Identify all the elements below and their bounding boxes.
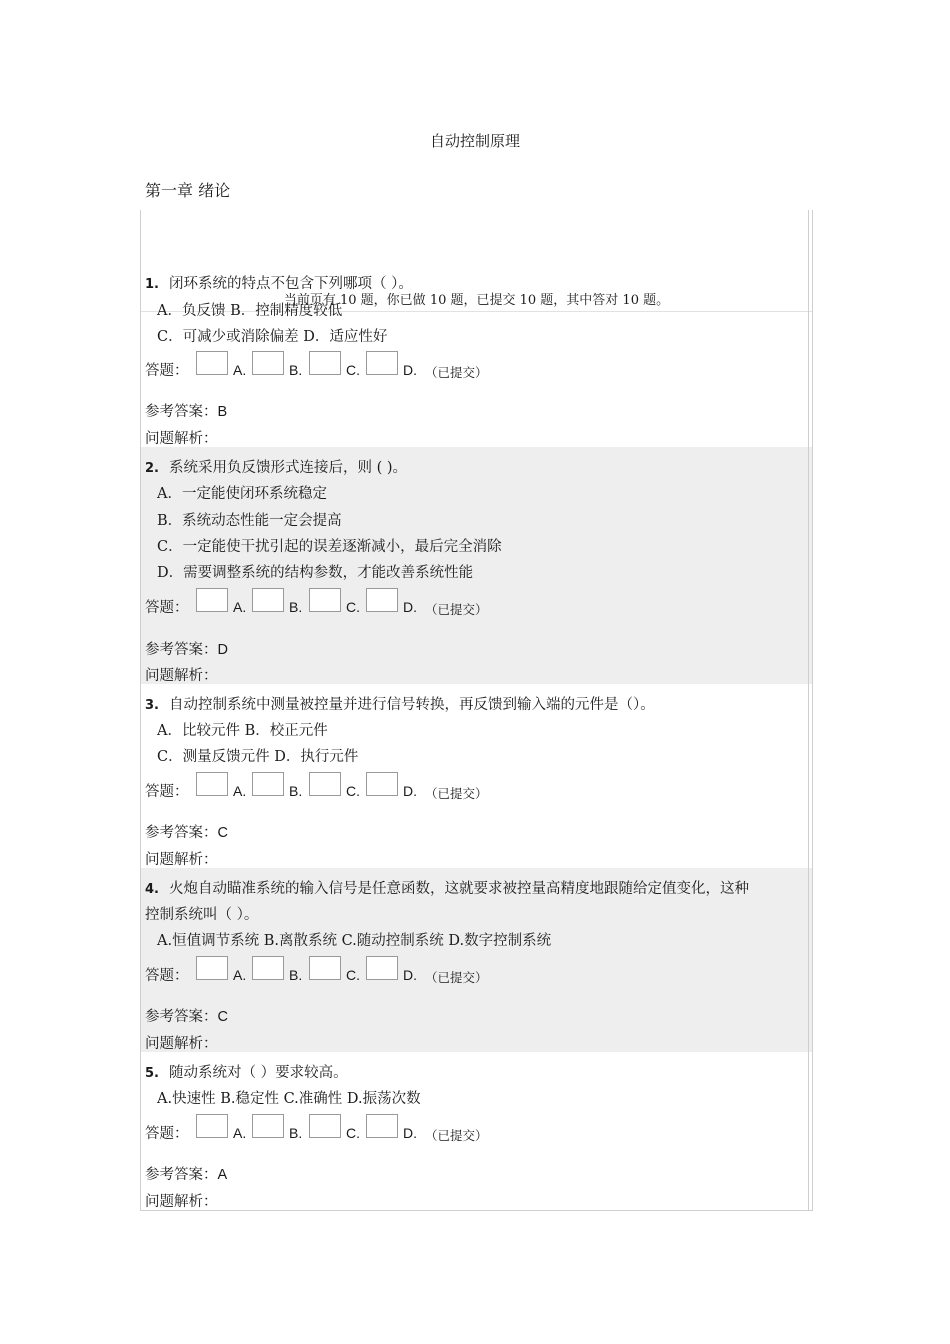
choice-letter-a: A. xyxy=(233,783,247,799)
choice-letter-d: D. xyxy=(403,362,417,378)
choice-letter-b: B. xyxy=(289,1125,303,1141)
checkbox-a[interactable] xyxy=(196,588,228,612)
analysis-label: 问题解析： xyxy=(145,668,218,684)
option-line: B．系统动态性能一定会提高 xyxy=(157,513,342,529)
reference-answer-value: C xyxy=(217,1009,228,1025)
checkbox-d[interactable] xyxy=(366,351,398,375)
checkbox-d[interactable] xyxy=(366,1114,398,1138)
question-stem xyxy=(145,877,749,898)
choice-letter-d: D. xyxy=(403,967,417,983)
checkbox-b[interactable] xyxy=(252,1114,284,1138)
choice-letter-a: A. xyxy=(233,362,247,378)
question-stem xyxy=(145,456,407,477)
answer-label: 答题： xyxy=(145,784,189,800)
status-bar: 当前页有 10 题，你已做 10 题，已提交 10 题，其中答对 10 题。 xyxy=(141,260,812,312)
question-3 xyxy=(141,684,812,868)
choice-letter-c: C. xyxy=(346,599,360,615)
choice-letter-b: B. xyxy=(289,783,303,799)
checkbox-b[interactable] xyxy=(252,588,284,612)
question-text: 闭环系统的特点不包含下列哪项（ ）。 xyxy=(168,276,413,292)
checkbox-c[interactable] xyxy=(309,772,341,796)
choice-letter-d: D. xyxy=(403,783,417,799)
reference-answer-value: D xyxy=(217,642,228,658)
option-line: A．负反馈 B．控制精度较低 xyxy=(157,303,343,319)
analysis-label: 问题解析： xyxy=(145,431,218,447)
choice-letter-b: B. xyxy=(289,599,303,615)
question-4 xyxy=(141,868,812,1052)
reference-answer-value: A xyxy=(217,1167,228,1183)
choice-letter-a: A. xyxy=(233,967,247,983)
frame-edge xyxy=(808,210,809,1210)
choice-letter-b: B. xyxy=(289,967,303,983)
analysis-label: 问题解析： xyxy=(145,1036,218,1052)
option-line: A．比较元件 B．校正元件 xyxy=(157,723,328,739)
checkbox-b[interactable] xyxy=(252,956,284,980)
checkbox-a[interactable] xyxy=(196,351,228,375)
question-stem xyxy=(145,693,655,714)
choice-letter-a: A. xyxy=(233,599,247,615)
option-line: C．可减少或消除偏差 D．适应性好 xyxy=(157,329,388,345)
chapter-heading: 第一章 绪论 xyxy=(145,181,231,200)
question-text: 随动系统对（ ）要求较高。 xyxy=(168,1065,348,1081)
checkbox-c[interactable] xyxy=(309,588,341,612)
choice-letter-d: D. xyxy=(403,599,417,615)
quiz-frame xyxy=(140,210,813,1211)
question-2 xyxy=(141,447,812,684)
checkbox-d[interactable] xyxy=(366,956,398,980)
question-1 xyxy=(141,262,812,447)
option-line: A.恒值调节系统 B.离散系统 C.随动控制系统 D.数字控制系统 xyxy=(157,933,552,949)
checkbox-a[interactable] xyxy=(196,956,228,980)
submitted-label: （已提交） xyxy=(425,365,488,380)
checkbox-c[interactable] xyxy=(309,956,341,980)
checkbox-c[interactable] xyxy=(309,351,341,375)
document-title: 自动控制原理 xyxy=(429,132,520,150)
reference-answer: 参考答案：C xyxy=(145,825,228,841)
choice-letter-c: C. xyxy=(346,362,360,378)
checkbox-c[interactable] xyxy=(309,1114,341,1138)
option-line: C．测量反馈元件 D．执行元件 xyxy=(157,749,359,765)
question-text-continued: 控制系统叫（ ）。 xyxy=(145,907,259,923)
answer-label: 答题： xyxy=(145,968,189,984)
checkbox-d[interactable] xyxy=(366,772,398,796)
option-line: D．需要调整系统的结构参数，才能改善系统性能 xyxy=(157,565,474,581)
checkbox-b[interactable] xyxy=(252,351,284,375)
choice-letter-c: C. xyxy=(346,967,360,983)
answer-label: 答题： xyxy=(145,1126,189,1142)
checkbox-a[interactable] xyxy=(196,772,228,796)
choice-letter-c: C. xyxy=(346,783,360,799)
question-stem xyxy=(145,1061,348,1082)
reference-answer: 参考答案：C xyxy=(145,1009,228,1025)
submitted-label: （已提交） xyxy=(425,970,488,985)
reference-answer-value: B xyxy=(217,404,228,420)
question-text: 火炮自动瞄准系统的输入信号是任意函数，这就要求被控量高精度地跟随给定值变化，这种 xyxy=(168,881,749,897)
submitted-label: （已提交） xyxy=(425,786,488,801)
option-line: A.快速性 B.稳定性 C.准确性 D.振荡次数 xyxy=(157,1091,421,1107)
option-line: C．一定能使干扰引起的误差逐渐减小，最后完全消除 xyxy=(157,539,502,555)
checkbox-b[interactable] xyxy=(252,772,284,796)
question-stem xyxy=(145,272,413,293)
choice-letter-a: A. xyxy=(233,1125,247,1141)
checkbox-a[interactable] xyxy=(196,1114,228,1138)
question-text: 系统采用负反馈形式连接后，则 ( )。 xyxy=(168,460,408,476)
choice-letter-c: C. xyxy=(346,1125,360,1141)
option-line: A．一定能使闭环系统稳定 xyxy=(157,486,327,502)
submitted-label: （已提交） xyxy=(425,1128,488,1143)
analysis-label: 问题解析： xyxy=(145,1194,218,1210)
checkbox-d[interactable] xyxy=(366,588,398,612)
question-number: 5. xyxy=(145,1066,159,1081)
answer-label: 答题： xyxy=(145,363,189,379)
question-number: 4. xyxy=(145,882,159,897)
question-number: 3. xyxy=(145,698,159,713)
question-text: 自动控制系统中测量被控量并进行信号转换，再反馈到输入端的元件是（）。 xyxy=(168,697,655,713)
reference-answer: 参考答案：B xyxy=(145,404,228,420)
question-5 xyxy=(141,1052,812,1210)
question-number: 1. xyxy=(145,277,159,292)
answer-label: 答题： xyxy=(145,600,189,616)
choice-letter-b: B. xyxy=(289,362,303,378)
submitted-label: （已提交） xyxy=(425,602,488,617)
question-number: 2. xyxy=(145,461,159,476)
reference-answer: 参考答案：A xyxy=(145,1167,228,1183)
reference-answer-value: C xyxy=(217,825,228,841)
reference-answer: 参考答案：D xyxy=(145,642,228,658)
analysis-label: 问题解析： xyxy=(145,852,218,868)
choice-letter-d: D. xyxy=(403,1125,417,1141)
